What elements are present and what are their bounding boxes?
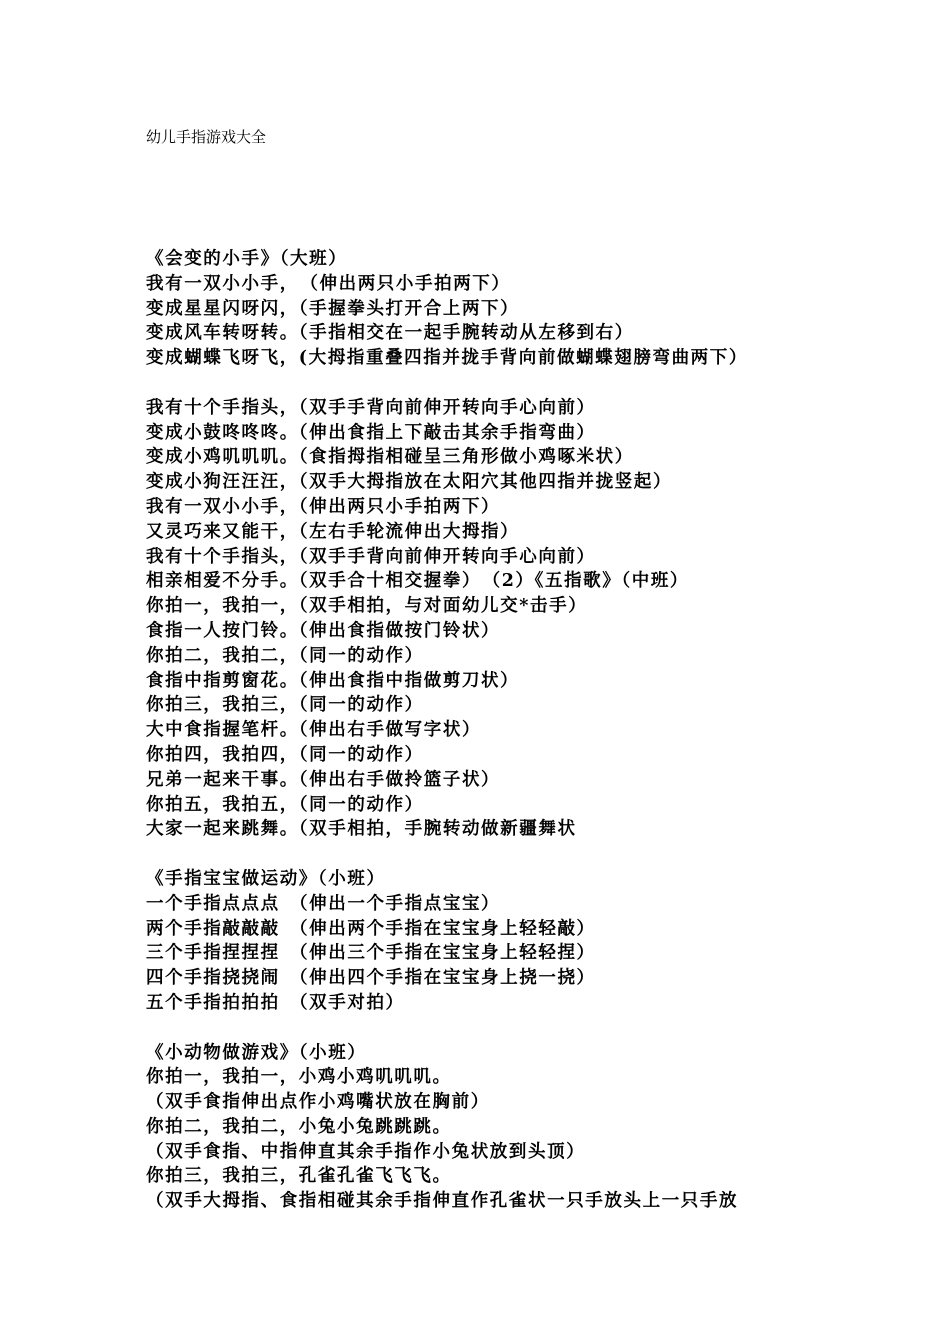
text-line: 你拍四，我拍四，（同一的动作） <box>146 744 424 765</box>
text-line: 变成小鸡叽叽叽。（食指拇指相碰呈三角形做小鸡啄米状） <box>146 447 634 468</box>
text-line: 你拍一，我拍一，小鸡小鸡叽叽叽。 <box>146 1067 452 1088</box>
text-line: 你拍二，我拍二，（同一的动作） <box>146 645 424 666</box>
text-line: 你拍三，我拍三，孔雀孔雀飞飞飞。 <box>146 1166 452 1187</box>
text-line: 五个手指拍拍拍 （双手对拍） <box>146 992 405 1013</box>
section-hui-bian-de-xiao-shou <box>146 247 926 371</box>
text-line: 大中食指握笔杆。（伸出右手做写字状） <box>146 720 482 741</box>
text-line: 你拍三，我拍三，（同一的动作） <box>146 695 424 716</box>
text-line: （双手食指伸出点作小鸡嘴状放在胸前） <box>146 1092 490 1113</box>
text-line: 两个手指敲敲敲 （伸出两个手指在宝宝身上轻轻敲） <box>146 918 596 939</box>
section-heading: 《会变的小手》（大班） <box>146 249 348 269</box>
text-line: 我有十个手指头，（双手手背向前伸开转向手心向前） <box>146 397 596 418</box>
text-line: 变成星星闪呀闪，（手握拳头打开合上两下） <box>146 298 520 319</box>
text-line: 我有一双小小手， （伸出两只小手拍两下） <box>146 273 511 294</box>
section-heading: 《小动物做游戏》（小班） <box>146 1042 367 1063</box>
text-line: 你拍五，我拍五，（同一的动作） <box>146 794 424 815</box>
section-xiao-dong-wu <box>146 1041 926 1215</box>
document-body <box>146 247 926 1239</box>
document-title: 幼儿手指游戏大全 <box>146 128 267 146</box>
text-line: 我有十个手指头，（双手手背向前伸开转向手心向前） <box>146 546 596 567</box>
section-shou-zhi-bao-bao <box>146 867 926 1016</box>
text-line: 兄弟一起来干事。（伸出右手做拎篮子状） <box>146 769 501 790</box>
text-line: 又灵巧来又能干，（左右手轮流伸出大拇指） <box>146 521 520 542</box>
text-line: 四个手指挠挠闹 （伸出四个手指在宝宝身上挠一挠） <box>146 968 596 989</box>
section-heading: 《手指宝宝做运动》（小班） <box>146 868 386 889</box>
text-line: 变成小狗汪汪汪，（双手大拇指放在太阳穴其他四指并拢竖起） <box>146 472 673 493</box>
text-line: 一个手指点点点 （伸出一个手指点宝宝） <box>146 893 501 914</box>
text-line: 变成蝴蝶飞呀飞，(大拇指重叠四指并拢手背向前做蝴蝶翅膀弯曲两下） <box>146 348 748 369</box>
text-line: 食指一人按门铃。（伸出食指做按门铃状） <box>146 620 501 641</box>
text-line: 食指中指剪窗花。（伸出食指中指做剪刀状） <box>146 670 520 691</box>
text-line: 变成小鼓咚咚咚。（伸出食指上下敲击其余手指弯曲） <box>146 422 596 443</box>
text-line: 相亲相爱不分手。（双手合十相交握拳） （2）《五指歌》（中班） <box>146 571 690 592</box>
text-line: 我有一双小小手，（伸出两只小手拍两下） <box>146 496 501 517</box>
text-line: （双手食指、中指伸直其余手指作小兔状放到头顶） <box>146 1141 586 1162</box>
text-line: 你拍一，我拍一，（双手相拍，与对面幼儿交*击手） <box>146 596 588 617</box>
section-shi-ge-shou-zhi-tou <box>146 396 926 842</box>
text-line: 大家一起来跳舞。（双手相拍，手腕转动做新疆舞状 <box>146 819 577 840</box>
text-line: 三个手指捏捏捏 （伸出三个手指在宝宝身上轻轻捏） <box>146 943 596 964</box>
text-line: （双手大拇指、食指相碰其余手指伸直作孔雀状一只手放头上一只手放 <box>146 1191 739 1212</box>
text-line: 变成风车转呀转。（手指相交在一起手腕转动从左移到右） <box>146 323 634 344</box>
text-line: 你拍二，我拍二，小兔小兔跳跳跳。 <box>146 1116 452 1137</box>
